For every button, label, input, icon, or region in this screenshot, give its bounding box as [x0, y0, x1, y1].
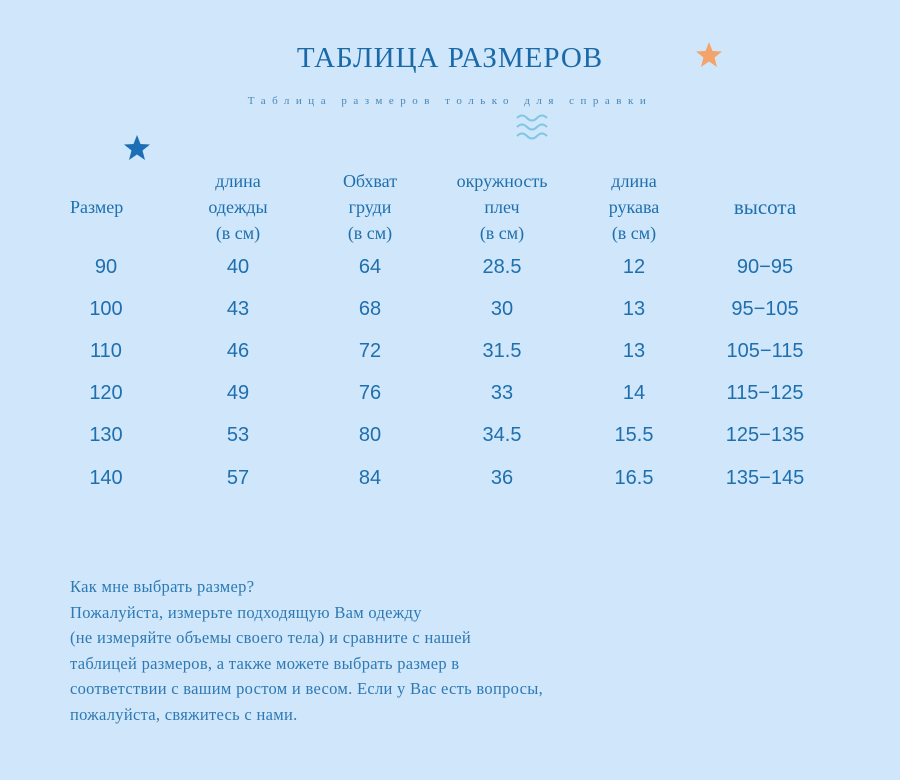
table-cell: 36	[490, 466, 514, 489]
column-header-shoulder: окружность плеч (в см)	[456, 171, 548, 243]
note-line: таблицей размеров, а также можете выбрать размер в	[70, 653, 460, 673]
size-table	[40, 168, 830, 499]
table-row	[40, 288, 830, 330]
table-cell: 13	[622, 297, 646, 320]
table-cell: 16.5	[614, 466, 654, 489]
table-cell: 125−135	[725, 424, 805, 447]
table-cell: 68	[358, 297, 382, 320]
table-cell: 28.5	[482, 255, 522, 278]
table-row	[40, 246, 830, 288]
note-line: (не измеряйте объемы своего тела) и сравните с нашей	[70, 628, 471, 648]
column-header-size: Размер	[70, 197, 124, 217]
table-row	[40, 457, 830, 499]
table-cell: 46	[226, 339, 250, 362]
note-line: Как мне выбрать размер?	[70, 577, 255, 596]
table-cell: 53	[226, 424, 250, 447]
column-header-height: высота	[733, 195, 797, 219]
page-subtitle: Таблица размеров только для справки	[247, 95, 653, 107]
table-cell: 14	[622, 382, 646, 405]
table-cell: 13	[622, 339, 646, 362]
table-row	[40, 373, 830, 415]
star-icon	[122, 133, 152, 163]
page-title: ТАБЛИЦА РАЗМЕРОВ	[296, 42, 604, 74]
sizing-note	[70, 574, 770, 728]
table-cell: 90	[94, 255, 118, 278]
table-cell: 43	[226, 297, 250, 320]
table-row	[40, 415, 830, 457]
table-cell: 33	[490, 382, 514, 405]
column-header-length: длина одежды (в см)	[208, 171, 268, 243]
table-cell: 135−145	[725, 466, 805, 489]
table-cell: 84	[358, 466, 382, 489]
table-cell: 57	[226, 466, 250, 489]
table-cell: 49	[226, 382, 250, 405]
table-cell: 110	[90, 339, 122, 362]
table-cell: 80	[358, 424, 382, 447]
table-cell: 90−95	[736, 255, 794, 278]
table-cell: 15.5	[614, 424, 654, 447]
table-cell: 30	[490, 297, 514, 320]
table-cell: 105−115	[726, 339, 804, 362]
table-cell: 95−105	[731, 297, 799, 320]
table-row	[40, 330, 830, 372]
table-cell: 115−125	[726, 382, 804, 405]
table-cell: 76	[358, 382, 382, 405]
star-icon	[694, 40, 724, 70]
table-cell: 130	[89, 424, 123, 447]
wave-icon	[514, 110, 554, 146]
note-line: Пожалуйста, измерьте подходящую Вам одежду	[70, 602, 422, 622]
table-header-row	[40, 168, 830, 246]
table-cell: 140	[89, 466, 123, 489]
table-cell: 40	[226, 255, 250, 278]
table-cell: 31.5	[482, 339, 522, 362]
note-line: пожалуйста, свяжитесь с нами.	[70, 704, 298, 724]
table-cell: 72	[358, 339, 382, 362]
table-cell: 100	[89, 297, 123, 320]
note-line: соответствии с вашим ростом и весом. Если у Вас есть вопросы,	[70, 679, 544, 699]
table-cell: 120	[89, 382, 123, 405]
table-cell: 34.5	[482, 424, 522, 447]
column-header-sleeve: длина рукава (в см)	[608, 171, 660, 243]
table-cell: 12	[622, 255, 646, 278]
column-header-chest: Обхват груди (в см)	[342, 171, 398, 243]
table-cell: 64	[358, 255, 382, 278]
